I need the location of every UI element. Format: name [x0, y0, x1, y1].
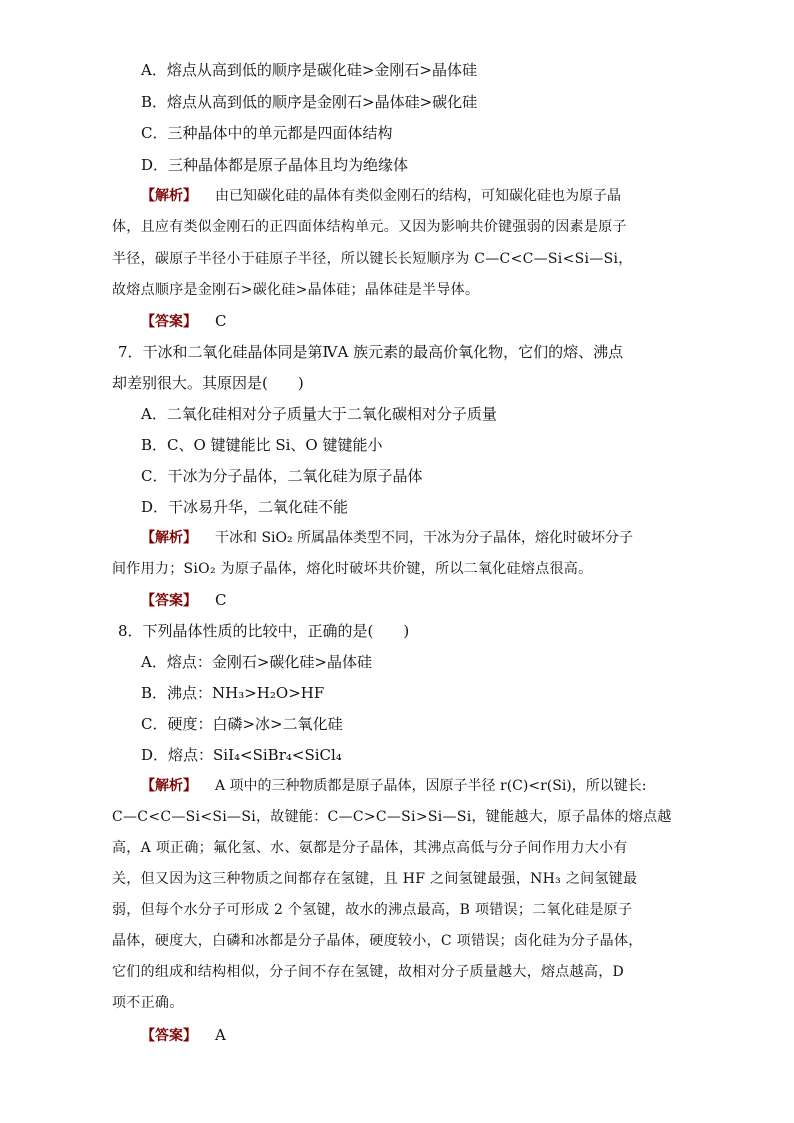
answer-tag: 【答案】: [141, 314, 197, 330]
q6-analysis-line: 故熔点顺序是金刚石>碳化硅>晶体硅；晶体硅是半导体。: [112, 282, 480, 298]
q8-analysis-line: 高，A 项正确；氟化氢、水、氨都是分子晶体，其沸点高低与分子间作用力大小有: [112, 840, 628, 856]
analysis-tag: 【解析】: [141, 778, 197, 794]
q8-analysis-line: 项不正确。: [112, 995, 184, 1011]
q6-option-d: D．三种晶体都是原子晶体且均为绝缘体: [141, 156, 409, 174]
q7-option-a: A．二氧化硅相对分子质量大于二氧化碳相对分子质量: [141, 405, 497, 423]
q6-option-a: A．熔点从高到低的顺序是碳化硅>金刚石>晶体硅: [141, 61, 477, 79]
q8-analysis-line: 晶体，硬度大，白磷和冰都是分子晶体，硬度较小，C 项错误；卤化硅为分子晶体，: [112, 933, 643, 949]
q7-answer: 【答案】 C: [141, 591, 227, 609]
answer-tag: 【答案】: [141, 1028, 197, 1044]
q7-stem: 却差别很大。其原因是( ): [112, 374, 304, 392]
answer-tag: 【答案】: [141, 593, 197, 609]
q6-analysis-line: 半径，碳原子半径小于硅原子半径，所以键长长短顺序为 C—C<C—Si<Si—Si，: [112, 251, 633, 267]
q8-analysis-line: C—C<C—Si<Si—Si，故键能：C—C>C—Si>Si—Si，键能越大，原子晶体的熔点越: [112, 809, 672, 825]
analysis-tag: 【解析】: [141, 188, 197, 204]
q8-option-b: B．沸点：NH₃>H₂O>HF: [141, 684, 325, 702]
q8-option-d: D．熔点：SiI₄<SiBr₄<SiCl₄: [141, 746, 342, 764]
analysis-tag: 【解析】: [141, 530, 197, 546]
q7-stem: 7．干冰和二氧化硅晶体同是第ⅣA 族元素的最高价氧化物，它们的熔、沸点: [118, 343, 624, 361]
q6-option-c: C．三种晶体中的单元都是四面体结构: [141, 124, 393, 142]
q8-answer: 【答案】 A: [141, 1026, 226, 1044]
q8-option-a: A．熔点：金刚石>碳化硅>晶体硅: [141, 653, 372, 671]
q7-analysis-line: 【解析】 干冰和 SiO₂ 所属晶体类型不同，干冰为分子晶体，熔化时破坏分子: [141, 530, 634, 546]
q8-analysis-line: 关，但又因为这三种物质之间都存在氢键，且 HF 之间氢键最强，NH₃ 之间氢键最: [112, 871, 638, 887]
q7-option-b: B．C、O 键键能比 Si、O 键键能小: [141, 436, 383, 454]
q8-analysis-line: 它们的组成和结构相似，分子间不存在氢键，故相对分子质量越大，熔点越高，D: [112, 964, 625, 980]
q6-analysis-line: 【解析】 由已知碳化硅的晶体有类似金刚石的结构，可知碳化硅也为原子晶: [141, 188, 621, 204]
q7-option-c: C．干冰为分子晶体，二氧化硅为原子晶体: [141, 467, 423, 485]
q7-option-d: D．干冰易升华，二氧化硅不能: [141, 498, 349, 516]
q8-option-c: C．硬度：白磷>冰>二氧化硅: [141, 715, 343, 733]
q7-analysis-line: 间作用力；SiO₂ 为原子晶体，熔化时破坏共价键，所以二氧化硅熔点很高。: [112, 561, 593, 577]
q8-stem: 8．下列晶体性质的比较中，正确的是( ): [118, 622, 410, 640]
q8-analysis-line: 弱，但每个水分子可形成 2 个氢键，故水的沸点最高，B 项错误；二氧化硅是原子: [112, 902, 633, 918]
q6-answer: 【答案】 C: [141, 312, 227, 330]
q6-option-b: B．熔点从高到低的顺序是金刚石>晶体硅>碳化硅: [141, 93, 478, 111]
q8-analysis-line: 【解析】 A 项中的三种物质都是原子晶体，因原子半径 r(C)<r(Si)，所以键长:: [141, 778, 647, 794]
q6-analysis-line: 体，且应有类似金刚石的正四面体结构单元。又因为影响共价键强弱的因素是原子: [112, 219, 627, 235]
